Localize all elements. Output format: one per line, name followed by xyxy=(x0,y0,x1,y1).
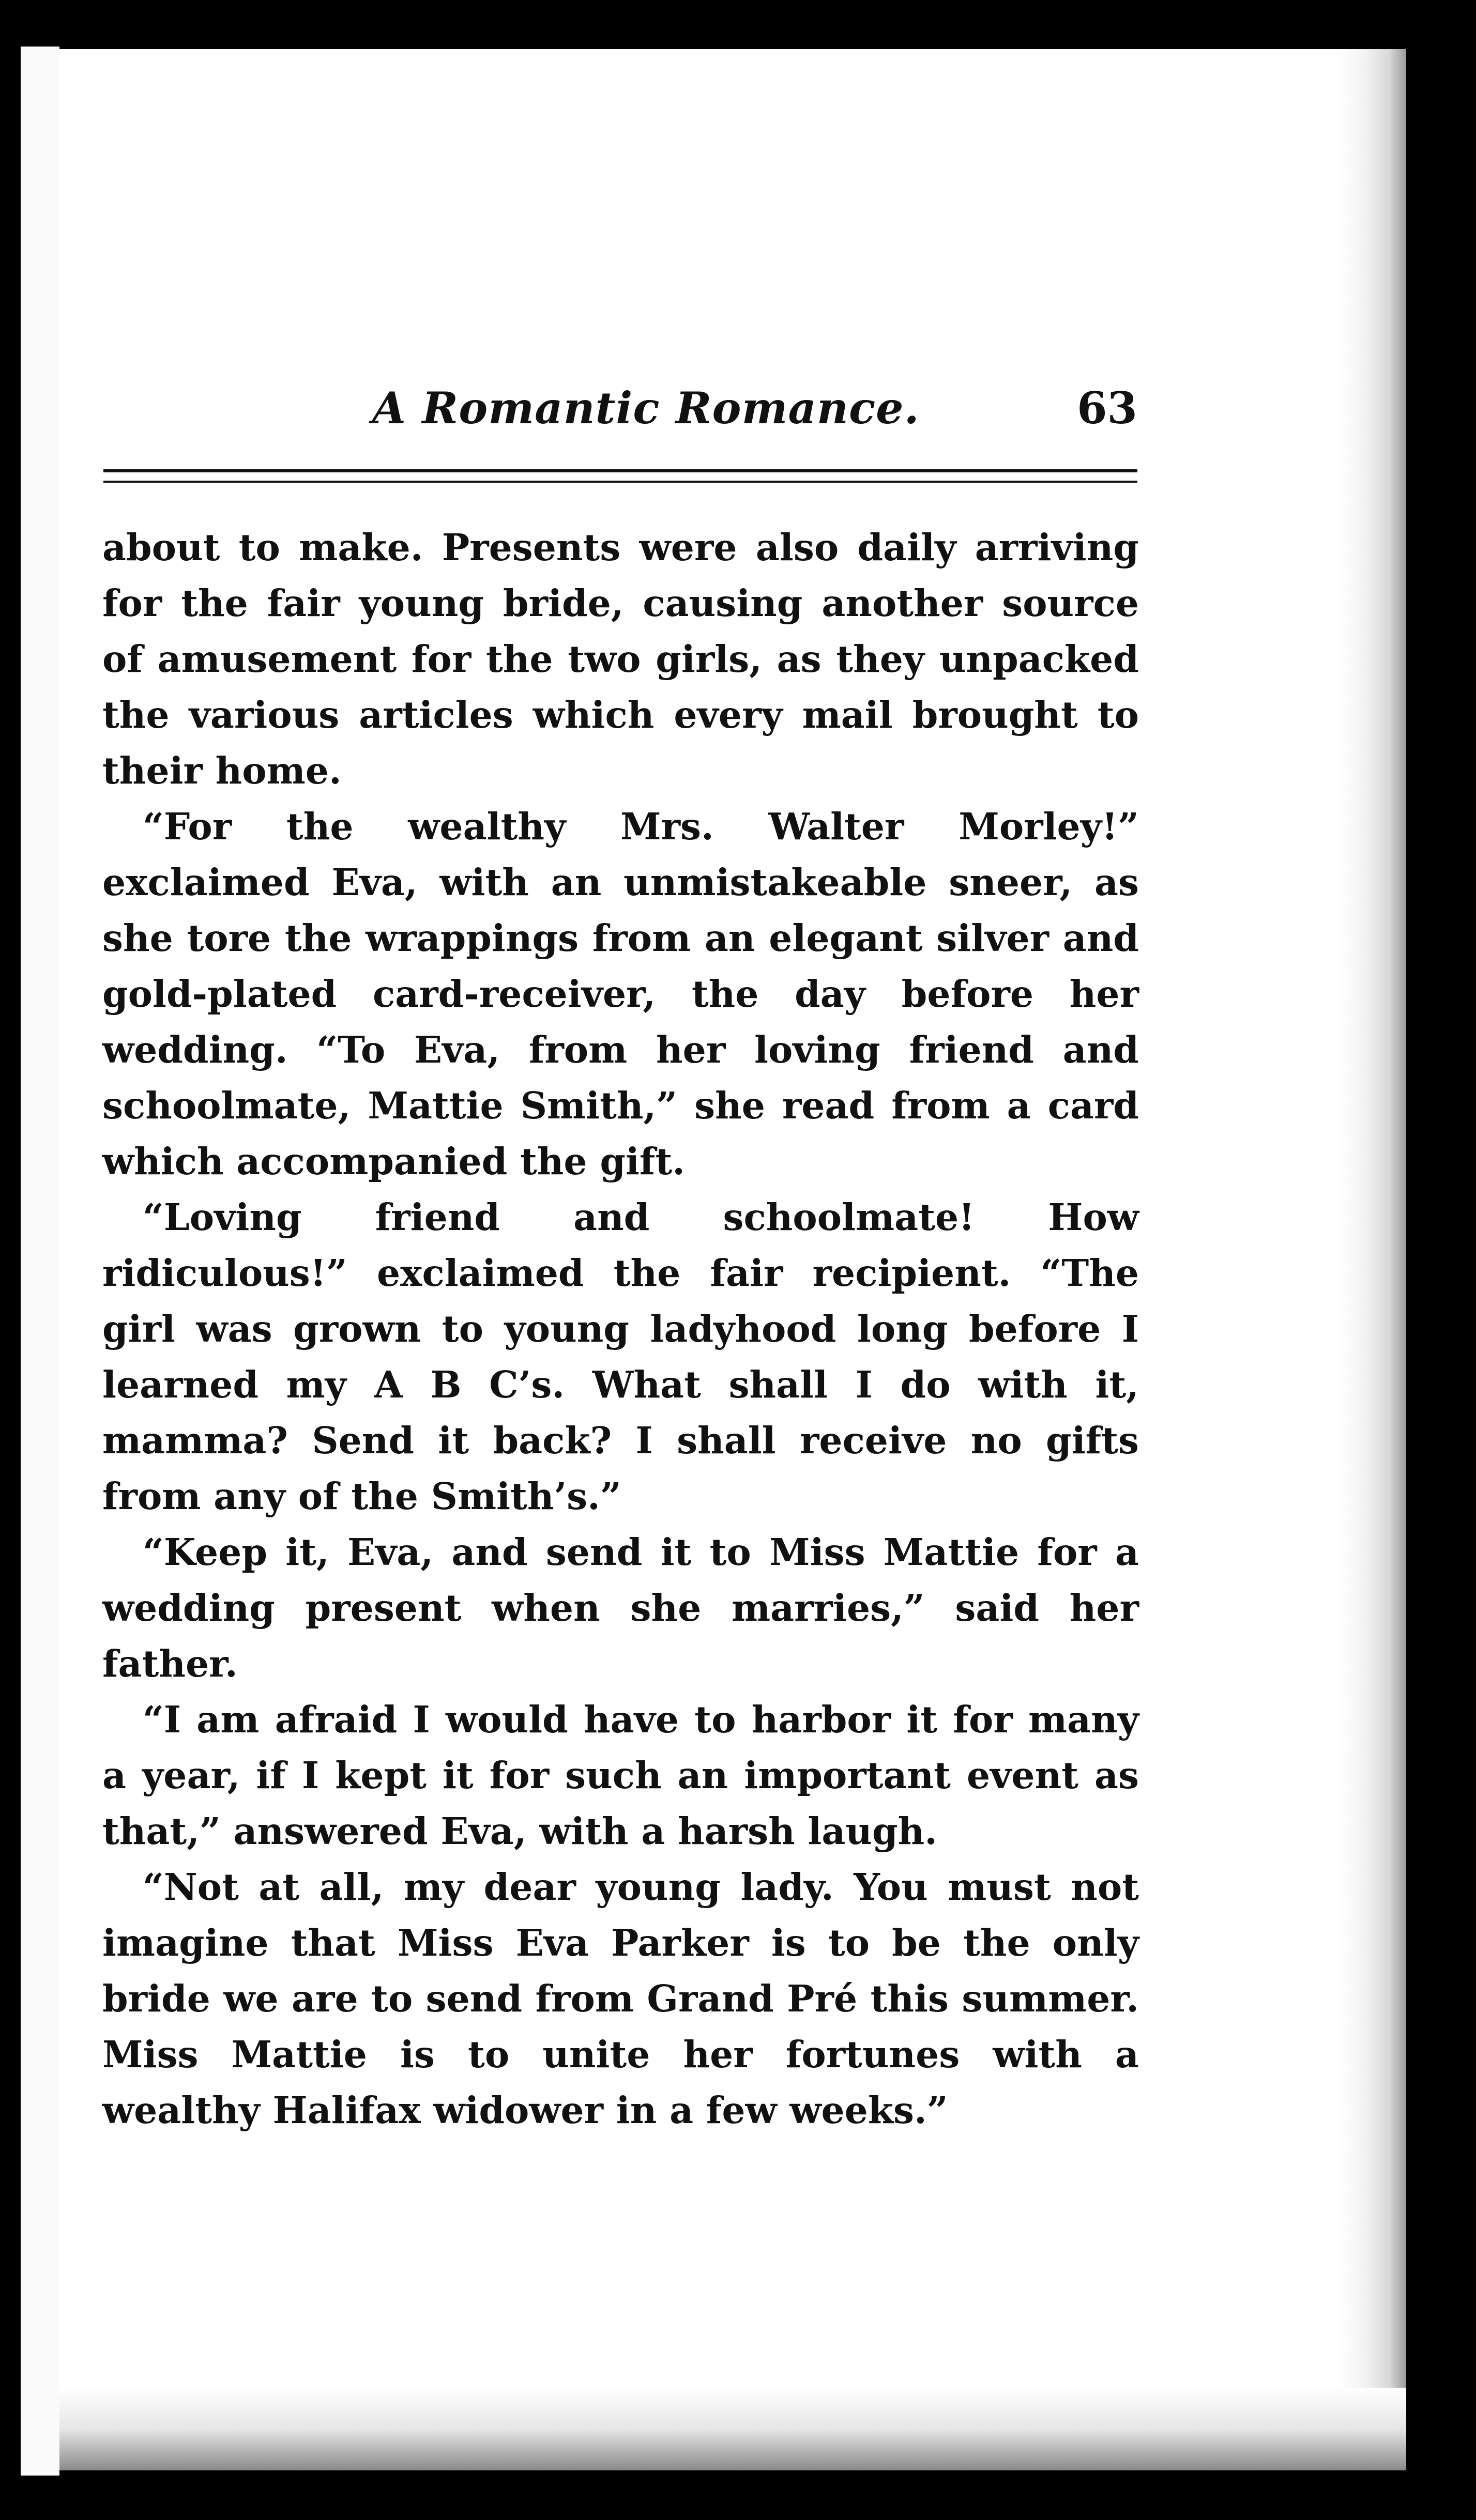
body-text xyxy=(102,519,1139,2138)
left-margin-strip xyxy=(21,47,59,2476)
running-title: A Romantic Romance. xyxy=(372,382,920,434)
page-number: 63 xyxy=(1077,382,1137,434)
paragraph: “Not at all, my dear young lady. You must not imagine that Miss Eva Parker is to be the only bride we are to send from Grand Pré this summer. Miss Mattie is to unite her fortunes with a wealthy Halifax widower in a few weeks.” xyxy=(102,1865,1139,2132)
header-double-rule xyxy=(103,469,1137,483)
page-right-edge-shadow xyxy=(1339,49,1406,2468)
paragraph: “Keep it, Eva, and send it to Miss Mattie for a wedding present when she marries,” said her father. xyxy=(102,1530,1139,1685)
paragraph: “Loving friend and schoolmate! How ridiculous!” exclaimed the fair recipient. “The girl was grown to young ladyhood long before I learned my A B C’s. What shall I do with it, mamma? Send it back? I shall receive no gifts from any of the Smith’s.” xyxy=(102,1195,1139,1518)
paragraph: “I am afraid I would have to harbor it for many a year, if I kept it for such an important event as that,” answered Eva, with a harsh laugh. xyxy=(102,1698,1139,1853)
running-header xyxy=(103,382,1137,450)
page-bottom-edge-shadow xyxy=(59,2388,1406,2470)
paragraph: about to make. Presents were also daily arriving for the fair young bride, causing another source of amusement for the two girls, as they unpacked the various articles which every mail brought to their home. xyxy=(102,526,1139,792)
paragraph: “For the wealthy Mrs. Walter Morley!” exclaimed Eva, with an unmistakeable sneer, as she tore the wrappings from an elegant silver and gold-plated card-receiver, the day before her wedding. “To Eva, from her loving friend and schoolmate, Mattie Smith,” she read from a card which accompanied the gift. xyxy=(102,805,1139,1183)
